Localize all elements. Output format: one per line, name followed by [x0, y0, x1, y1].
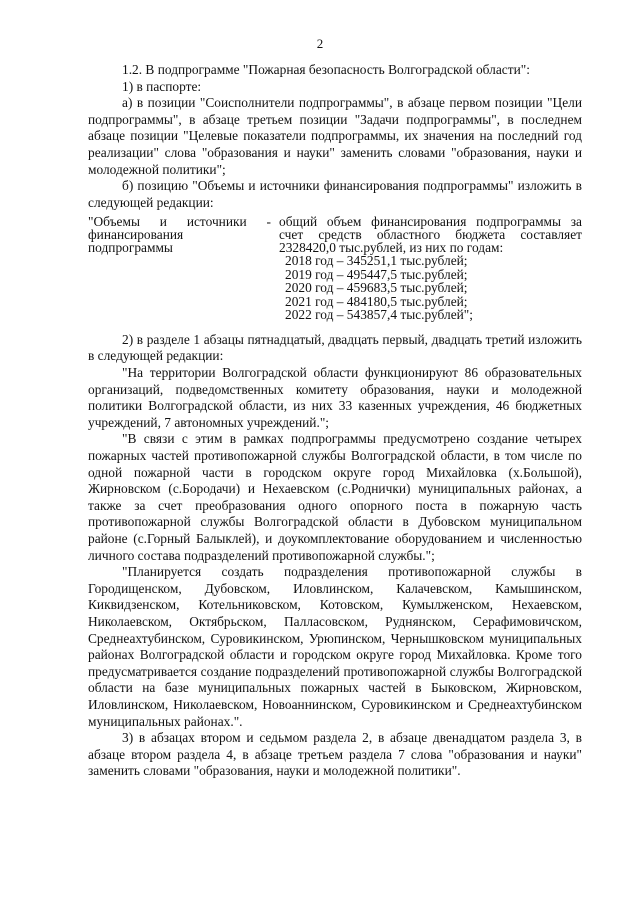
funding-block: [88, 215, 582, 322]
paragraph-a: а) в позиции "Соисполнители подпрограммы", в абзаце первом позиции "Цели подпрограммы", в абзаце третьем позиции "Задачи подпрограммы", в последнем абзаце позиции "Целевые показатели подпрограммы, их значения на последний год реализации" слова "образования и науки" заменить словами "образования, науки и молодежной политики";: [88, 95, 582, 177]
funding-year-2021: 2021 год – 484180,5 тыс.рублей;: [285, 293, 468, 309]
paragraph-quote-planned-units: "Планируется создать подразделения противопожарной службы в Городищенском, Дубовском, Иловлинском, Калачевском, Камышинском, Киквидзенском, Котельниковском, Котовском, Кумылженском, Нехаевском, Николаевском, Октябрьском, Палласовском, Руднянском, Серафимовичском, Среднеахтубинском, Суровикинском, Урюпинском, Чернышковском муниципальных районах Волгоградской области и городском округе город Михайловка. Кроме того предусматривается создание подразделений противопожарной службы Волгоградской области на базе муниципальных пожарных частей в Быковском, Жирновском, Иловлинском, Николаевском, Новоаннинском, Суровикинском и Среднеахтубинском муниципальных районах.".: [88, 564, 582, 729]
funding-year-2022: 2022 год – 543857,4 тыс.рублей";: [285, 307, 473, 323]
funding-year-2018: 2018 год – 345251,1 тыс.рублей;: [285, 253, 468, 269]
paragraph-b: б) позицию "Объемы и источники финансирования подпрограммы" изложить в следующей редакции:: [88, 178, 582, 210]
paragraph-passport: 1) в паспорте:: [122, 78, 202, 94]
funding-block-text: общий объем финансирования подпрограммы за счет средств областного бюджета составляет 2328420,0 тыс.рублей, из них по годам:: [279, 214, 582, 256]
document-body: [88, 62, 582, 780]
paragraph-section-1: 2) в разделе 1 абзацы пятнадцатый, двадцать первый, двадцать третий изложить в следующей редакции:: [88, 331, 582, 364]
funding-years-list: [285, 254, 582, 322]
funding-year-2020: 2020 год – 459683,5 тыс.рублей;: [285, 280, 468, 296]
paragraph-quote-organizations: "На территории Волгоградской области функционируют 86 образовательных организаций, подведомственных комитету образования, науки и молодежной политики Волгоградской области, из них 33 казенных учреждения, 46 бюджетных учреждений, 7 автономных учреждений.";: [88, 365, 582, 430]
paragraph-subprogram-heading: 1.2. В подпрограмме "Пожарная безопасность Волгоградской области":: [122, 62, 530, 77]
funding-year-2019: 2019 год – 495447,5 тыс.рублей;: [285, 266, 468, 282]
page-number: 2: [316, 36, 324, 51]
funding-block-label: "Объемы и источники - финансирования подпрограммы: [88, 214, 271, 256]
paragraph-section-2-3-4-7: 3) в абзацах втором и седьмом раздела 2, в абзаце двенадцатом раздела 3, в абзаце втором раздела 4, в абзаце третьем раздела 7 слова "образования и науки" заменить словами "образования, науки и молодежной политики".: [88, 730, 582, 779]
funding-block-content: [279, 215, 582, 322]
paragraph-quote-fire-units: "В связи с этим в рамках подпрограммы предусмотрено создание четырех пожарных частей противопожарной службы Волгоградской области, в том числе по одной пожарной части в городском округе город Михайловка (х.Большой), Жирновском (с.Бородачи) и Нехаевском (с.Роднички) муниципальных районах, а также за счет преобразования одного опорного поста в пожарную часть противопожарной службы Волгоградской области в Дубовском муниципальном районе (с.Горный Балыклей), и доукомплектование оборудованием и численностью личного состава подразделений противопожарной службы.";: [88, 431, 582, 563]
